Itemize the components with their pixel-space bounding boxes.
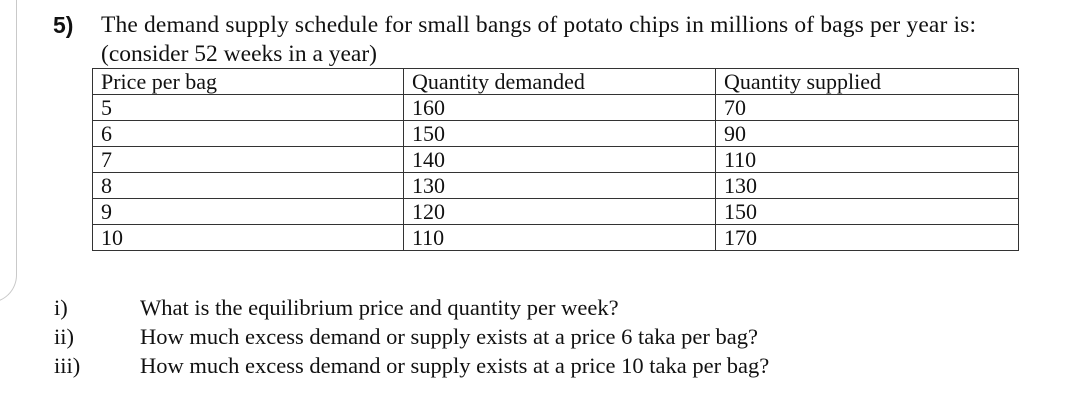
- cell-demanded: 120: [404, 199, 716, 225]
- subquestion-text: What is the equilibrium price and quantity per week?: [140, 295, 619, 320]
- cell-demanded: 150: [404, 121, 716, 147]
- cell-price: 10: [93, 225, 404, 251]
- cell-demanded: 130: [404, 173, 716, 199]
- cell-price: 6: [93, 121, 404, 147]
- question-number: 5): [53, 12, 74, 38]
- demand-supply-table: [92, 68, 1019, 251]
- cell-price: 8: [93, 173, 404, 199]
- subquestion-marker: ii): [54, 324, 74, 349]
- cell-demanded: 110: [404, 225, 716, 251]
- subquestion-marker: iii): [54, 353, 81, 378]
- subquestion-text: How much excess demand or supply exists at a price 6 taka per bag?: [140, 324, 758, 349]
- subquestion-text: How much excess demand or supply exists at a price 10 taka per bag?: [140, 353, 770, 378]
- cell-demanded: 140: [404, 147, 716, 173]
- table-row: [93, 173, 1019, 199]
- cell-price: 9: [93, 199, 404, 225]
- cell-supplied: 110: [716, 147, 1019, 173]
- cell-price: 5: [93, 95, 404, 121]
- subquestion-marker: i): [54, 295, 68, 320]
- header-price: Price per bag: [93, 69, 404, 95]
- cell-supplied: 150: [716, 199, 1019, 225]
- cell-supplied: 170: [716, 225, 1019, 251]
- cell-supplied: 130: [716, 173, 1019, 199]
- table-row: [93, 147, 1019, 173]
- cell-supplied: 70: [716, 95, 1019, 121]
- table-header-row: [93, 69, 1019, 95]
- page-edge-curve: [0, 0, 17, 303]
- cell-supplied: 90: [716, 121, 1019, 147]
- header-quantity-demanded: Quantity demanded: [404, 69, 716, 95]
- question-text-line1: The demand supply schedule for small bangs of potato chips in millions of bags per year is:: [101, 12, 977, 38]
- table-row: [93, 95, 1019, 121]
- header-quantity-supplied: Quantity supplied: [716, 69, 1019, 95]
- question-text-line2: (consider 52 weeks in a year): [101, 41, 378, 67]
- table-row: [93, 199, 1019, 225]
- table-row: [93, 225, 1019, 251]
- table-row: [93, 121, 1019, 147]
- cell-demanded: 160: [404, 95, 716, 121]
- cell-price: 7: [93, 147, 404, 173]
